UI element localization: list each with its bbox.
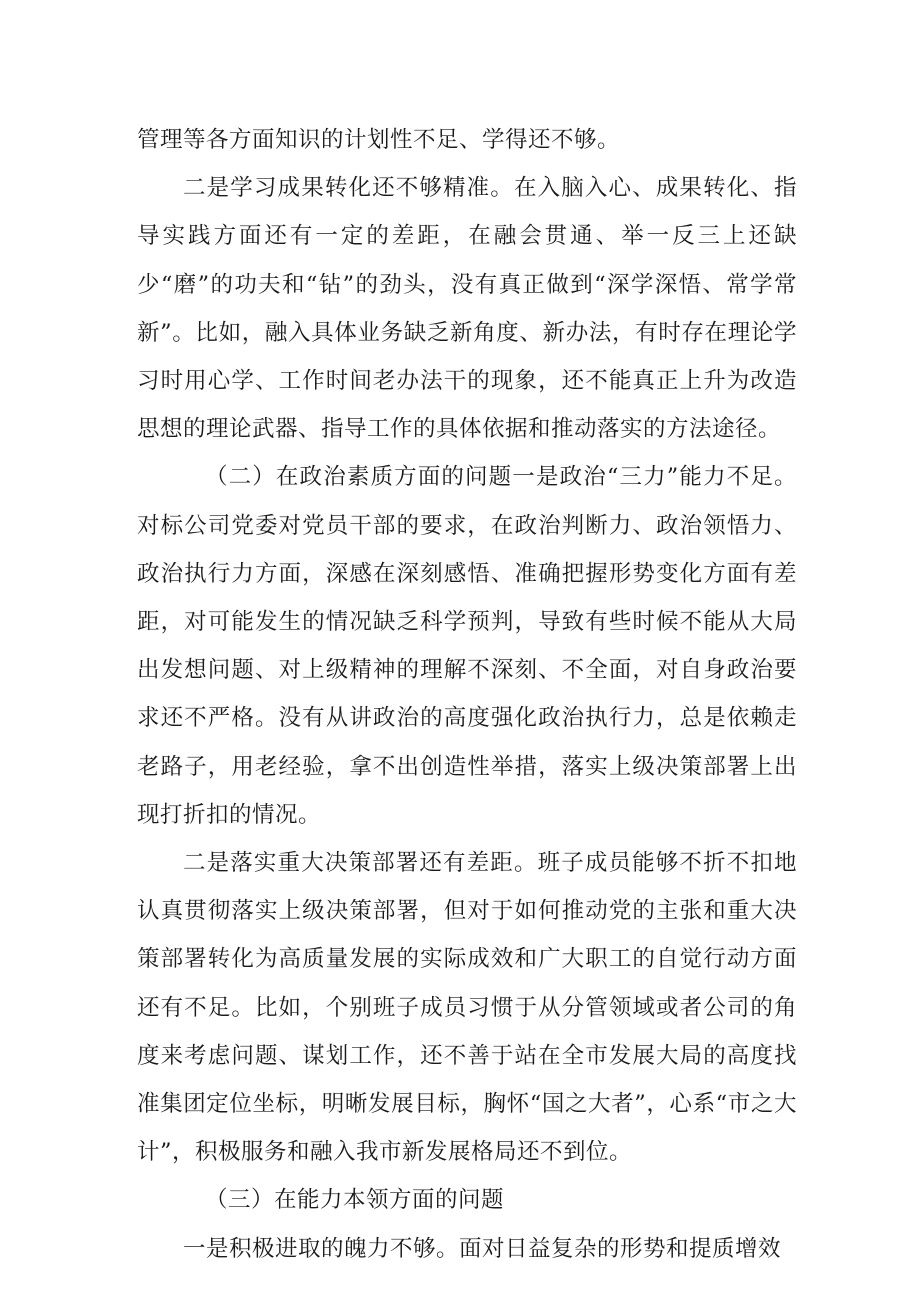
section-heading-ability: （三）在能力本领方面的问题 <box>205 1187 505 1214</box>
paragraph-political-quality: （二）在政治素质方面的问题一是政治“三力”能力不足。对标公司党委对党员干部的要求，在政治判断力、政治领悟力、政治执行力方面，深感在深刻感悟、准确把握形势变化方面有差距，对可能发生的情况缺乏科学预判，导致有些时候不能从大局出发想问题、对上级精神的理解不深刻、不全面，对自身政治要求还不严格。没有从讲政治的高度强化政治执行力，总是依赖走老路子，用老经验，拿不出创造性举措，落实上级决策部署上出现打折扣的情况。 <box>137 464 797 828</box>
paragraph-continued: 管理等各方面知识的计划性不足、学得还不够。 <box>137 127 621 153</box>
paragraph-learning-results: 二是学习成果转化还不够精准。在入脑入心、成果转化、指导实践方面还有一定的差距，在融会贯通、举一反三上还缺少“磨”的功夫和“钻”的劲头，没有真正做到“深学深悟、常学常新”。比如，融入具体业务缺乏新角度、新办法，有时存在理论学习时用心学、工作时间老办法干的现象，还不能真正上升为改造思想的理论武器、指导工作的具体依据和推动落实的方法途径。 <box>137 175 797 443</box>
body-text <box>137 116 797 1273</box>
paragraph-enterprising-spirit: 一是积极进取的魄力不够。面对日益复杂的形势和提质增效 <box>183 1235 782 1262</box>
paragraph-major-decisions: 二是落实重大决策部署还有差距。班子成员能够不折不扣地认真贯彻落实上级决策部署，但对于如何推动党的主张和重大决策部署转化为高质量发展的实际成效和广大职工的自觉行动方面还有不足。比如，个别班子成员习惯于从分管领域或者公司的角度来考虑问题、谋划工作，还不善于站在全市发展大局的高度找准集团定位坐标，明晰发展目标，胸怀“国之大者”，心系“市之大计”，积极服务和融入我市新发展格局还不到位。 <box>137 850 797 1166</box>
